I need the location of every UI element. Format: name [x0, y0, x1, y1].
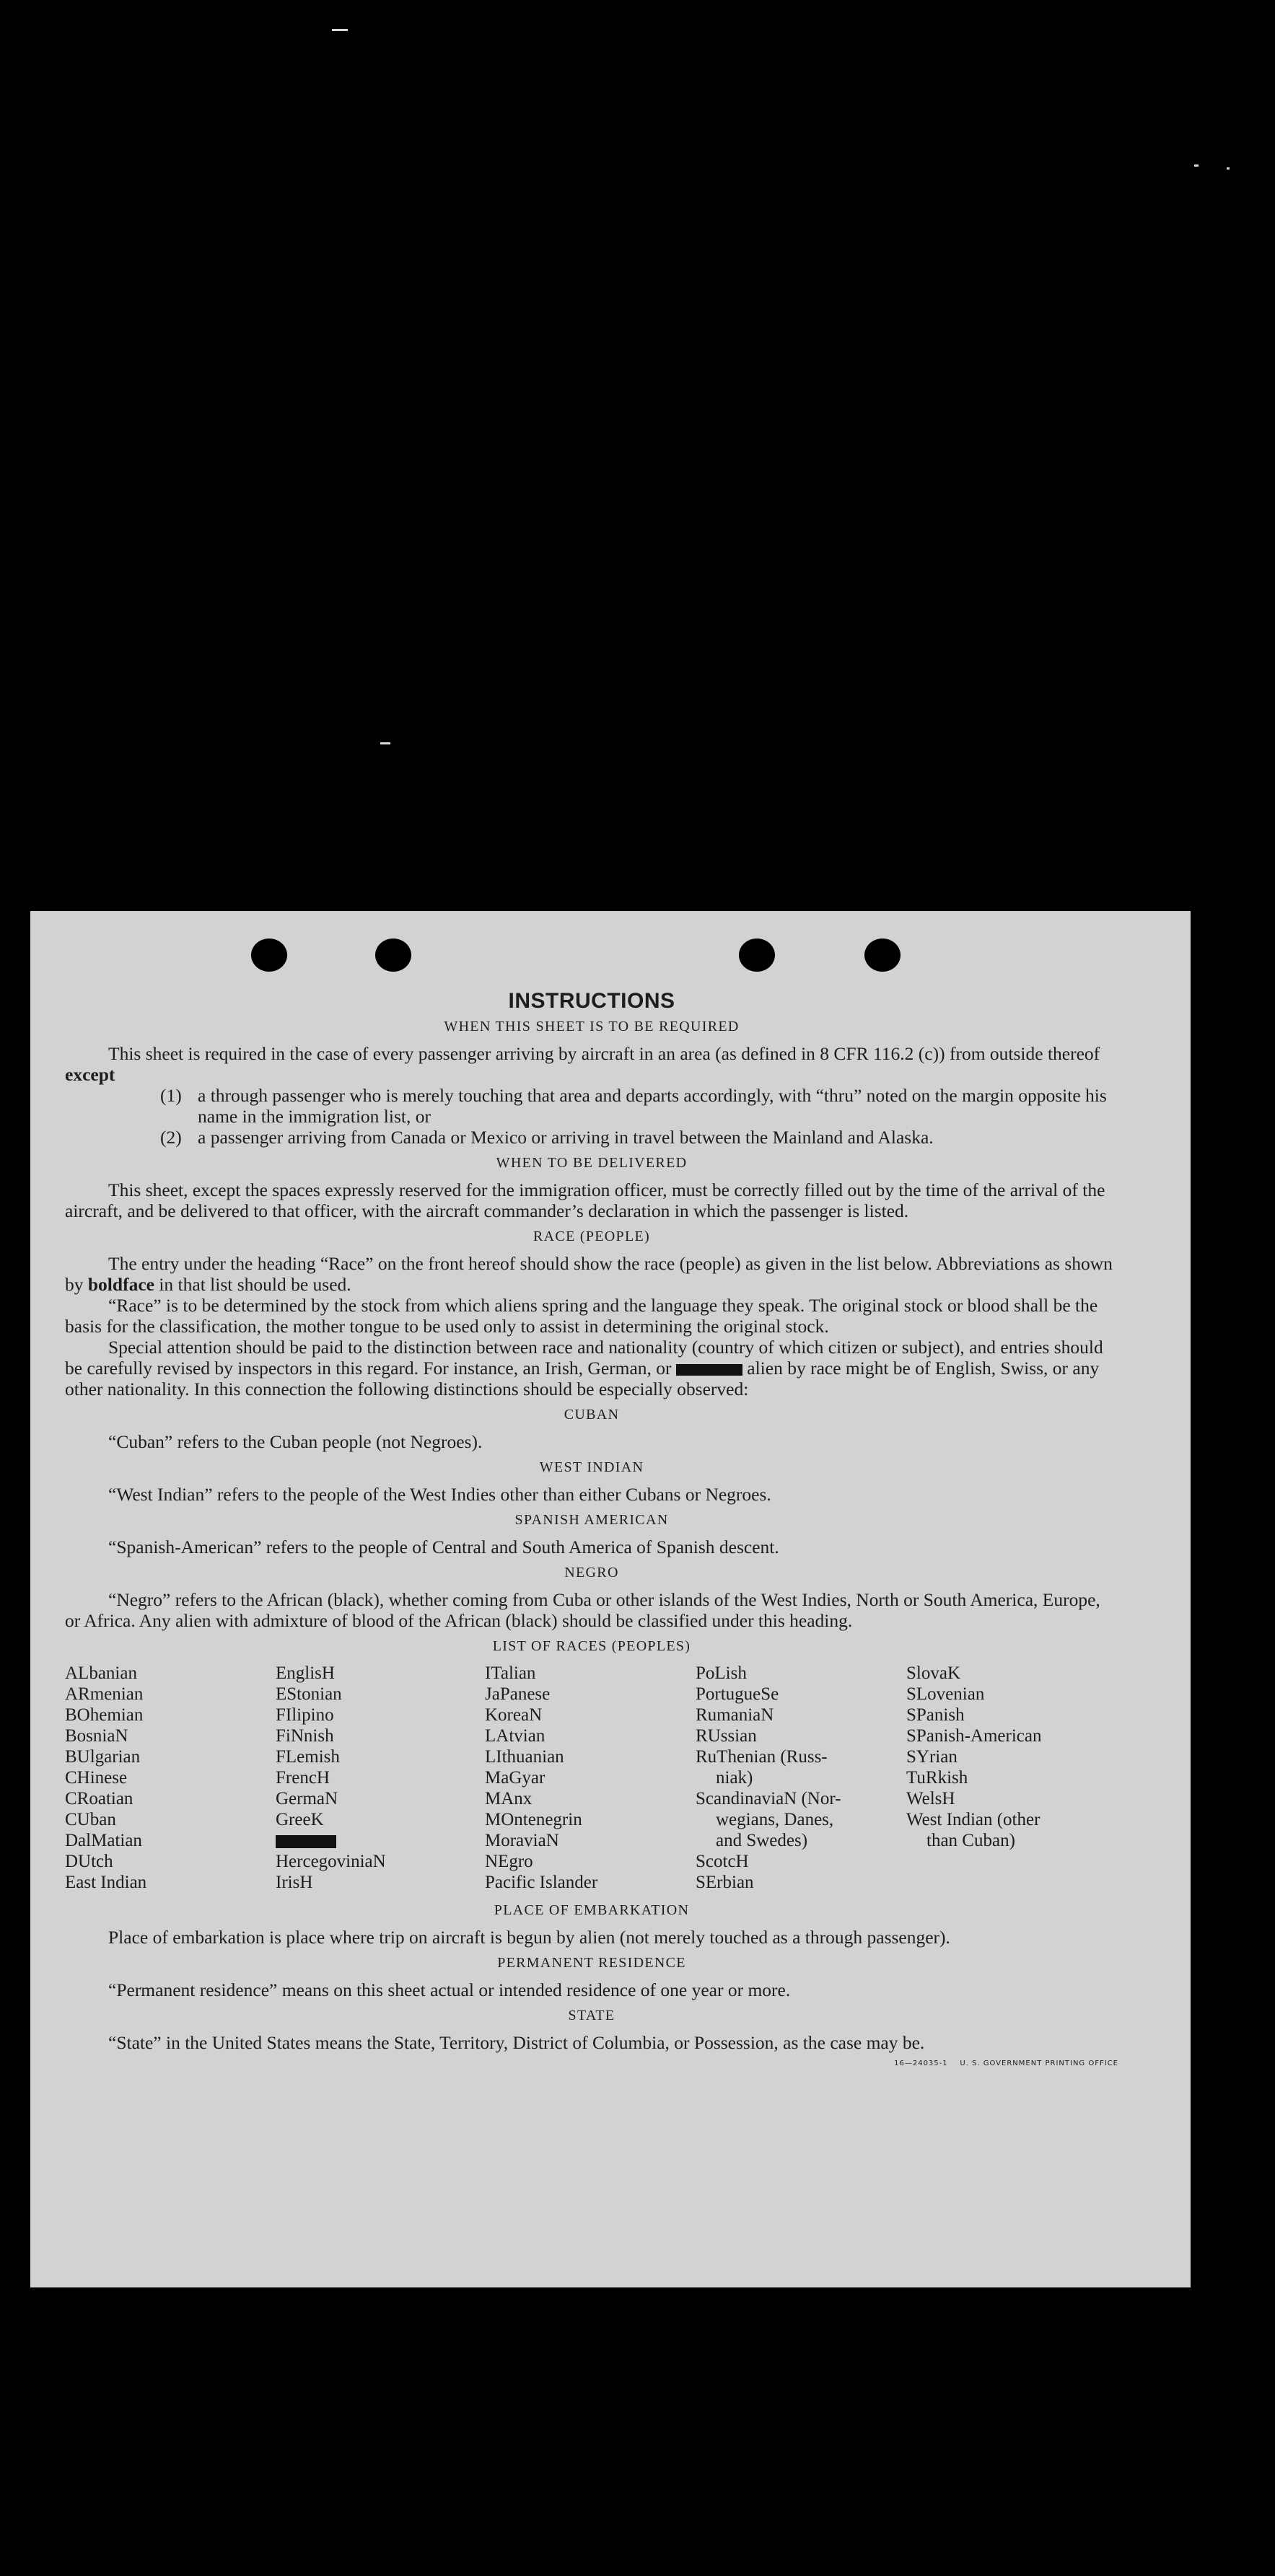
scan-speck — [1194, 164, 1199, 167]
paragraph: “State” in the United States means the State, Territory, District of Columbia, or Possession, as the case may be. — [108, 2032, 925, 2053]
section-heading: SPANISH AMERICAN — [514, 1512, 669, 1528]
paragraph: This sheet is required in the case of every passenger arriving by aircraft in an area (as defined in 8 CFR 116.2 (c)) from outside thereof except — [65, 1043, 1100, 1085]
race-entry: DalMatian — [65, 1831, 142, 1850]
section-heading: LIST OF RACES (PEOPLES) — [492, 1638, 691, 1654]
instructions-content — [65, 990, 1118, 2074]
race-column — [65, 1663, 276, 1893]
race-entry: HercegoviniaN — [276, 1852, 386, 1871]
list-item: (2) a passenger arriving from Canada or Mexico or arriving in travel between the Mainland and Alaska. — [160, 1127, 934, 1148]
race-entry: GreeK — [276, 1810, 324, 1829]
section-heading: WEST INDIAN — [539, 1459, 644, 1475]
race-entry-redacted — [276, 1830, 485, 1851]
race-entry: EStonian — [276, 1684, 342, 1704]
section-heading: WHEN THIS SHEET IS TO BE REQUIRED — [444, 1019, 740, 1034]
race-entry: CUban — [65, 1810, 116, 1829]
page-title: INSTRUCTIONS — [508, 989, 675, 1013]
race-entry: EnglisH — [276, 1663, 335, 1683]
paragraph: “Permanent residence” means on this sheet actual or intended residence of one year or more. — [108, 1979, 791, 2000]
punch-hole — [251, 938, 287, 972]
race-entry: East Indian — [65, 1873, 147, 1892]
race-entry: than Cuban) — [926, 1831, 1015, 1850]
paragraph: “Spanish-American” refers to the people of Central and South America of Spanish descent. — [108, 1537, 779, 1557]
race-entry: ALbanian — [65, 1663, 137, 1683]
race-entry: niak) — [716, 1768, 753, 1788]
scan-speck — [380, 742, 390, 744]
race-entry: FrencH — [276, 1768, 330, 1788]
race-entry: ScandinaviaN (Nor- — [696, 1789, 841, 1808]
race-entry: MoraviaN — [485, 1831, 559, 1850]
race-entry: CHinese — [65, 1768, 128, 1788]
race-entry: PoLish — [696, 1663, 747, 1683]
section-heading: PERMANENT RESIDENCE — [497, 1955, 686, 1971]
paragraph: This sheet, except the spaces expressly reserved for the immigration officer, must be correctly filled out by the time of the arrival of the aircraft, and be delivered to that officer, with the aircraft commander’s declaration in which the passenger is listed. — [65, 1179, 1105, 1221]
list-item: (1) a through passenger who is merely touching that area and departs accordingly, with “thru” noted on the margin opposite his name in the immigration list, or — [160, 1085, 1107, 1127]
race-entry: IrisH — [276, 1873, 313, 1892]
scan-speck — [332, 29, 348, 31]
race-entry: PortugueSe — [696, 1684, 779, 1704]
race-entry: FiNnish — [276, 1726, 334, 1746]
race-entry: JaPanese — [485, 1684, 551, 1704]
redaction-mark — [276, 1835, 336, 1848]
race-entry: KoreaN — [485, 1705, 543, 1725]
race-entry: West Indian (other — [906, 1810, 1040, 1829]
section-heading: CUBAN — [564, 1407, 620, 1423]
race-column — [276, 1663, 485, 1893]
paragraph: “Cuban” refers to the Cuban people (not Negroes). — [108, 1431, 483, 1452]
race-entry: ITalian — [485, 1663, 536, 1683]
race-column — [696, 1663, 906, 1893]
race-entry: ARmenian — [65, 1684, 144, 1704]
race-entry: MAnx — [485, 1789, 533, 1808]
section-heading: PLACE OF EMBARKATION — [494, 1902, 690, 1918]
race-entry: and Swedes) — [716, 1831, 808, 1850]
race-column — [906, 1663, 1116, 1893]
race-entry: LIthuanian — [485, 1747, 564, 1767]
race-list — [65, 1663, 1118, 1893]
race-entry: NEgro — [485, 1852, 533, 1871]
race-entry: GermaN — [276, 1789, 338, 1808]
punch-hole — [375, 938, 411, 972]
race-entry: LAtvian — [485, 1726, 546, 1746]
race-entry: MOntenegrin — [485, 1810, 582, 1829]
form-number: 16—24035-1 U. S. GOVERNMENT PRINTING OFFICE — [894, 2060, 1118, 2067]
race-entry: SPanish — [906, 1705, 965, 1725]
footer — [65, 2053, 1118, 2074]
paragraph: “West Indian” refers to the people of the West Indies other than either Cubans or Negroes. — [108, 1484, 771, 1505]
instruction-sheet — [30, 911, 1191, 2287]
punch-hole — [739, 938, 775, 972]
race-entry: SPanish-American — [906, 1726, 1042, 1746]
race-entry: WelsH — [906, 1789, 955, 1808]
paragraph: Special attention should be paid to the distinction between race and nationality (country of which citizen or subject), and entries should be carefully revised by inspectors in this regard. For instance, an Irish, German, or alien by race might be of English, Swiss, or any other nationality. In this connection the following distinctions should be especially observed: — [65, 1337, 1103, 1399]
race-entry: RumaniaN — [696, 1705, 774, 1725]
race-entry: SErbian — [696, 1873, 754, 1892]
paragraph: “Negro” refers to the African (black), whether coming from Cuba or other islands of the West Indies, North or South America, Europe, or Africa. Any alien with admixture of blood of the African (black) should be classified under this heading. — [65, 1589, 1100, 1631]
race-entry: MaGyar — [485, 1768, 546, 1788]
race-entry: TuRkish — [906, 1768, 968, 1788]
race-entry: wegians, Danes, — [716, 1810, 834, 1829]
race-entry: BUlgarian — [65, 1747, 141, 1767]
race-entry: ScotcH — [696, 1852, 749, 1871]
race-entry: BosniaN — [65, 1726, 128, 1746]
paragraph: “Race” is to be determined by the stock from which aliens spring and the language they speak. The original stock or blood shall be the basis for the classification, the mother tongue to be used only to assist in determining the original stock. — [65, 1295, 1098, 1337]
race-entry: DUtch — [65, 1852, 113, 1871]
race-entry: FIlipino — [276, 1705, 334, 1725]
section-heading: STATE — [568, 2008, 615, 2023]
race-entry: SYrian — [906, 1747, 958, 1767]
race-column — [485, 1663, 696, 1893]
punch-hole — [864, 938, 901, 972]
section-heading: NEGRO — [564, 1565, 619, 1581]
race-entry: Pacific Islander — [485, 1873, 598, 1892]
section-heading: WHEN TO BE DELIVERED — [496, 1155, 688, 1171]
section-heading: RACE (PEOPLE) — [533, 1228, 650, 1244]
race-entry: CRoatian — [65, 1789, 133, 1808]
race-entry: FLemish — [276, 1747, 340, 1767]
redaction-mark — [676, 1364, 742, 1376]
race-entry: BOhemian — [65, 1705, 144, 1725]
race-entry: RuThenian (Russ- — [696, 1747, 828, 1767]
race-entry: SlovaK — [906, 1663, 960, 1683]
paragraph: The entry under the heading “Race” on the front hereof should show the race (people) as given in the list below. Abbreviations as shown by boldface in that list should be used. — [65, 1253, 1113, 1295]
race-entry: RUssian — [696, 1726, 757, 1746]
paragraph: Place of embarkation is place where trip on aircraft is begun by alien (not merely touched as a through passenger). — [108, 1927, 950, 1948]
scan-speck — [1227, 167, 1230, 170]
race-entry: SLovenian — [906, 1684, 985, 1704]
